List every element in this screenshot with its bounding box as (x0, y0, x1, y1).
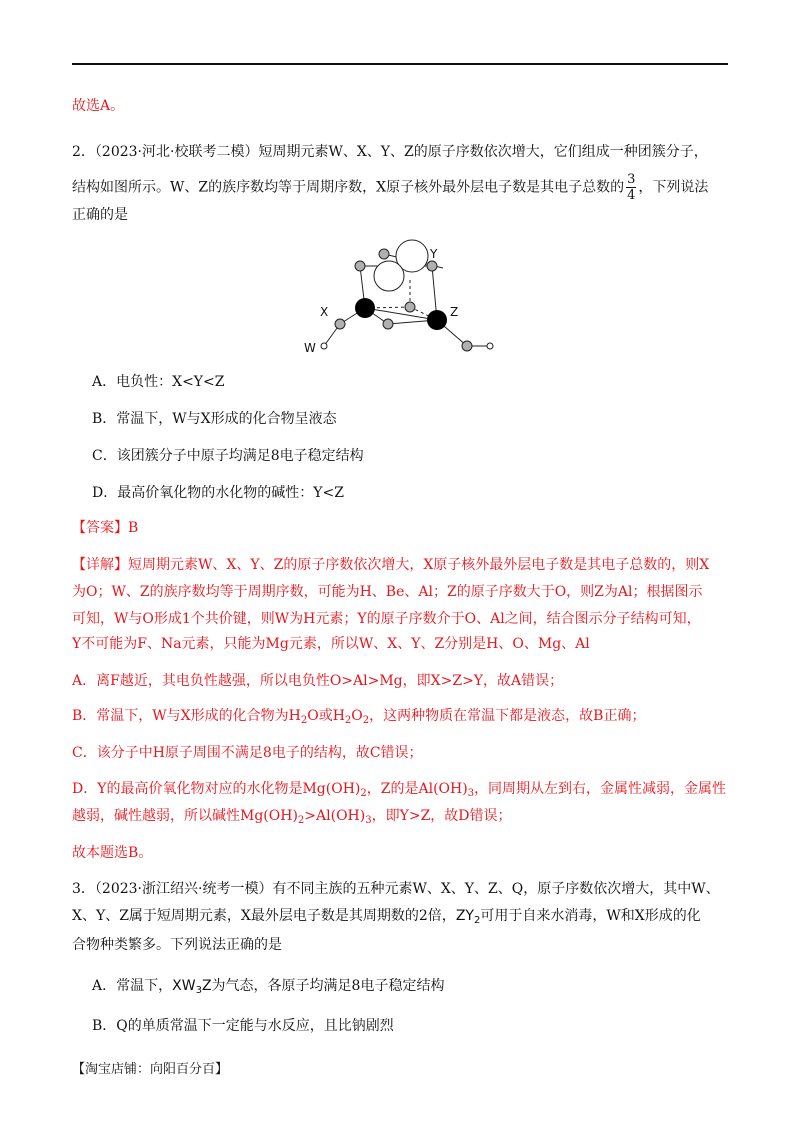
subscript: 2 (473, 915, 481, 926)
q2-analysis-d-line-2 (72, 806, 512, 826)
zy2-formula (456, 908, 481, 924)
q3-stem-line-1 (72, 879, 720, 899)
q2-stem-line-1 (72, 142, 708, 162)
analysis-b-part: ，这两种物质在常温下都是液态，故B正确； (369, 708, 646, 724)
q2-detail-line-3: 可知，W与O形成1个共价键，则W为H元素；Y的原子序数介于O、Al之间，结合图示分子结构可知， (72, 611, 701, 627)
subscript: 3 (365, 815, 372, 826)
analysis-b-part: O或H (307, 708, 345, 724)
analysis-b-part: O (351, 708, 363, 724)
q2-stem-2b: ，下列说法 (638, 179, 709, 196)
o-atom (405, 302, 415, 312)
q3-stem-2a: X、Y、Z属于短周期元素，X最外层电子数是其周期数的2倍， (72, 908, 456, 924)
analysis-d-part: D．Y的最高价氧化物对应的水化物是Mg(OH) (72, 781, 361, 797)
o-atom (427, 261, 437, 271)
q2-source: （2023·河北·校联考二模） (94, 144, 259, 160)
q3-stem-line-3: 合物种类繁多。下列说法正确的是 (72, 937, 282, 953)
fraction-three-quarters (626, 172, 636, 203)
o-atom (383, 319, 393, 329)
xw3z-formula (172, 978, 211, 994)
analysis-d-part: 越弱，碱性越弱，所以碱性Mg(OH) (72, 808, 298, 824)
q3-stem-line-2 (72, 906, 701, 926)
q3-number: 3． (72, 881, 95, 897)
x-atom (335, 319, 345, 329)
q2-analysis-b (72, 706, 645, 726)
label-x: X (320, 305, 329, 319)
q2-answer: 【答案】B (72, 520, 139, 536)
subscript: 2 (300, 715, 308, 726)
analysis-b-part: B．常温下，W与X形成的化合物为H (72, 708, 301, 724)
formula-main: ZY (455, 908, 474, 924)
subscript: 2 (362, 715, 370, 726)
formula-main: XW (172, 978, 196, 994)
analysis-d-part: >Al(OH) (304, 808, 366, 824)
q3-stem-2b: 可用于自来水消毒，W和X形成的化 (480, 908, 701, 924)
o-atom (355, 261, 365, 271)
q2-analysis-d-line-1 (72, 779, 726, 799)
q2-analysis-c: C．该分子中H原子周围不满足8电子的结构，故C错误； (72, 745, 423, 761)
prev-conclusion: 故选A。 (72, 98, 125, 114)
q2-detail-line-1: 【详解】短周期元素W、X、Y、Z的原子序数依次增大，X原子核外最外层电子数是其电子总数的，则X (72, 557, 710, 573)
fraction-denominator: 4 (627, 188, 636, 203)
q2-option-a: A．电负性：X<Y<Z (92, 374, 225, 390)
h-atom (487, 343, 493, 349)
q2-conclusion: 故本题选B。 (72, 845, 153, 861)
label-y: Y (430, 247, 438, 261)
q3-stem-1: 有不同主族的五种元素W、X、Y、Z、Q，原子序数依次增大，其中W、 (272, 881, 720, 897)
q2-stem-line-3: 正确的是 (72, 207, 128, 223)
q3-option-a (92, 976, 444, 996)
subscript: 2 (360, 788, 367, 799)
o-atom (379, 249, 389, 259)
q2-stem-1: 短周期元素W、X、Y、Z的原子序数依次增大，它们组成一种团簇分子， (258, 144, 708, 160)
q2-detail-line-4: Y不可能为F、Na元素，只能为Mg元素，所以W、X、Y、Z分别是H、O、Mg、Al (72, 636, 590, 652)
al-atom (355, 298, 375, 318)
subscript: 3 (467, 788, 475, 799)
q3-option-b: B．Q的单质常温下一定能与水反应，且比钠剧烈 (92, 1018, 394, 1034)
q2-option-c: C．该团簇分子中原子均满足8电子稳定结构 (92, 448, 364, 464)
q2-number: 2． (72, 144, 95, 160)
fraction-numerator: 3 (627, 172, 636, 187)
z-atom (427, 310, 447, 330)
subscript: 2 (344, 715, 352, 726)
o-atom (462, 341, 472, 351)
subscript: 3 (195, 985, 202, 996)
header-rule (72, 63, 728, 65)
analysis-d-part: ，即Y>Z，故D错误； (371, 808, 512, 824)
option-a-part: 为气态，各原子均满足8电子稳定结构 (211, 978, 445, 994)
cluster-molecule-figure (300, 232, 510, 357)
q2-detail-line-2: 为O；W、Z的族序数均等于周期序数，可能为H、Be、Al；Z的原子序数大于O，则Z为Al；根据图示 (72, 584, 703, 600)
q3-source: （2023·浙江绍兴·统考一模） (94, 881, 273, 897)
label-w: W (304, 341, 316, 355)
y-atom-front (374, 261, 404, 291)
formula-main: Z (201, 978, 212, 994)
w-atom (321, 343, 327, 349)
label-z: Z (450, 305, 459, 319)
subscript: 2 (297, 815, 305, 826)
q2-option-b: B．常温下，W与X形成的化合物呈液态 (92, 411, 337, 427)
q2-stem-2a: 结构如图所示。W、Z的族序数均等于周期序数，X原子核外最外层电子数是其电子总数的 (72, 179, 625, 196)
analysis-d-part: ，Z的是Al(OH) (366, 781, 468, 797)
q2-stem-line-2 (72, 172, 708, 203)
option-a-part: A．常温下， (92, 978, 173, 994)
analysis-d-part: ，同周期从左到右，金属性减弱，金属性 (474, 781, 727, 797)
footer-shop-label: 【淘宝店铺：向阳百分百】 (72, 1062, 229, 1077)
q2-option-d: D．最高价氧化物的水化物的碱性：Y<Z (92, 485, 344, 501)
q2-analysis-a: A．离F越近，其电负性越强，所以电负性O>Al>Mg，即X>Z>Y，故A错误； (72, 673, 564, 689)
